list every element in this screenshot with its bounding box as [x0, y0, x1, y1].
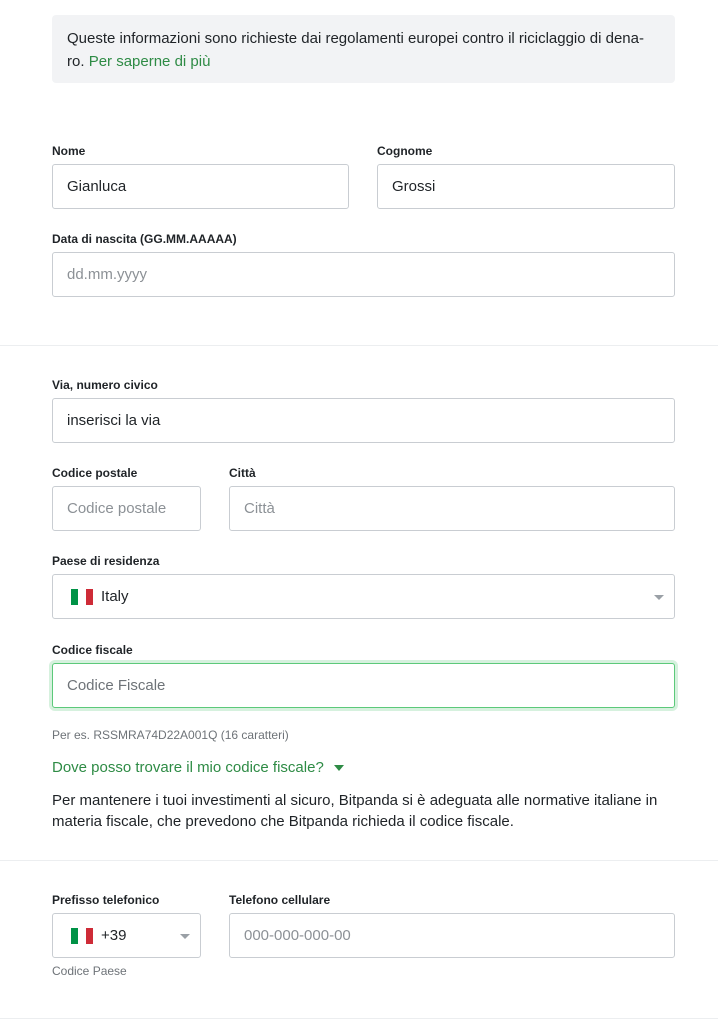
- section-divider: [0, 1018, 718, 1019]
- city-label: Città: [229, 466, 256, 480]
- last-name-field[interactable]: [377, 164, 675, 209]
- tax-code-help-link[interactable]: [52, 759, 344, 776]
- tax-code-input[interactable]: [67, 677, 674, 694]
- street-input[interactable]: [67, 412, 674, 429]
- aml-notice-text: Queste informazioni sono richieste dai regolamenti europei contro il riciclaggio di dena-ro.: [67, 30, 644, 70]
- triangle-down-icon: [334, 765, 344, 771]
- tax-code-info: Per mantenere i tuoi investimenti al sicuro, Bitpanda si è adeguata alle normative italiane in materia fiscale, che prevedono che Bitpanda richieda il codice fiscale.: [52, 792, 658, 830]
- country-select[interactable]: [52, 574, 675, 619]
- mobile-phone-field[interactable]: [229, 913, 675, 958]
- tax-code-help-text[interactable]: Dove posso trovare il mio codice fiscale?: [52, 759, 324, 776]
- phone-prefix-hint: Codice Paese: [52, 964, 127, 978]
- tax-code-label: Codice fiscale: [52, 643, 133, 657]
- section-divider: [0, 345, 718, 346]
- chevron-down-icon: [180, 934, 190, 939]
- city-input[interactable]: [244, 500, 674, 517]
- last-name-input[interactable]: [392, 178, 674, 195]
- mobile-phone-input[interactable]: [244, 927, 674, 944]
- first-name-label: Nome: [52, 144, 86, 158]
- postal-code-field[interactable]: [52, 486, 201, 531]
- learn-more-link[interactable]: Per saperne di più: [88, 53, 211, 70]
- first-name-field[interactable]: [52, 164, 349, 209]
- birthdate-label: Data di nascita (GG.MM.AAAAA): [52, 232, 237, 246]
- street-field[interactable]: [52, 398, 675, 443]
- street-label: Via, numero civico: [52, 378, 158, 392]
- first-name-input[interactable]: [67, 178, 348, 195]
- chevron-down-icon: [654, 595, 664, 600]
- postal-code-label: Codice postale: [52, 466, 138, 480]
- section-divider: [0, 860, 718, 861]
- birthdate-field[interactable]: [52, 252, 675, 297]
- italy-flag-icon: [71, 928, 93, 944]
- phone-prefix-select[interactable]: [52, 913, 201, 958]
- phone-prefix-value: +39: [101, 927, 127, 944]
- last-name-label: Cognome: [377, 144, 433, 158]
- tax-code-example: Per es. RSSMRA74D22A001Q (16 caratteri): [52, 728, 289, 742]
- italy-flag-icon: [71, 589, 93, 605]
- birthdate-input[interactable]: [67, 266, 674, 283]
- country-value: Italy: [101, 588, 129, 605]
- phone-prefix-label: Prefisso telefonico: [52, 893, 160, 907]
- tax-code-field[interactable]: [52, 663, 675, 708]
- country-label: Paese di residenza: [52, 554, 160, 568]
- city-field[interactable]: [229, 486, 675, 531]
- postal-code-input[interactable]: [67, 500, 200, 517]
- mobile-phone-label: Telefono cellulare: [229, 893, 331, 907]
- aml-notice: [52, 15, 675, 83]
